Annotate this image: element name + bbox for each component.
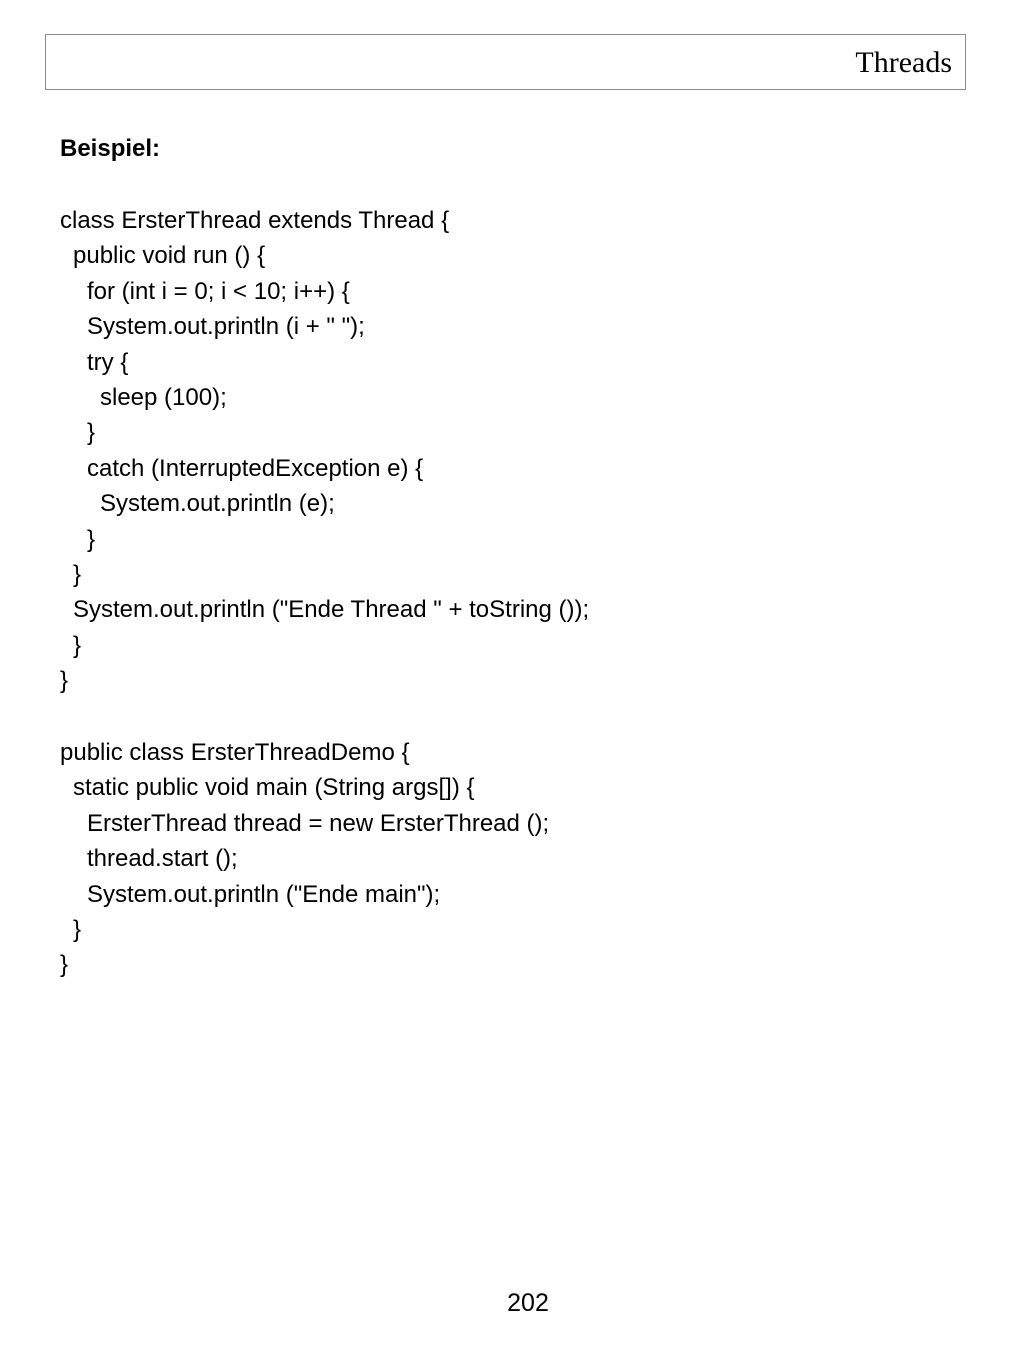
code-line: sleep (100); bbox=[100, 383, 227, 411]
code-line: for (int i = 0; i < 10; i++) { bbox=[87, 277, 350, 305]
page-number: 202 bbox=[507, 1289, 549, 1317]
code-line: System.out.println (i + " "); bbox=[87, 313, 365, 341]
code-line: System.out.println ("Ende main"); bbox=[87, 880, 441, 908]
code-line: static public void main (String args[]) { bbox=[73, 774, 475, 802]
code-line: public class ErsterThreadDemo { bbox=[60, 739, 410, 766]
code-line: } bbox=[87, 525, 96, 553]
code-line: } bbox=[60, 667, 69, 695]
code-line: class ErsterThread extends Thread { bbox=[60, 207, 450, 234]
code-line: System.out.println ("Ende Thread " + toString ()); bbox=[73, 596, 590, 624]
section-heading: Beispiel: bbox=[60, 135, 161, 162]
page-title: Threads bbox=[855, 46, 952, 79]
code-line: thread.start (); bbox=[87, 845, 238, 873]
code-line: } bbox=[73, 915, 82, 943]
code-line: ErsterThread thread = new ErsterThread (); bbox=[87, 809, 550, 837]
code-line: } bbox=[73, 631, 82, 659]
code-line: catch (InterruptedException e) { bbox=[87, 454, 424, 482]
code-line: } bbox=[87, 419, 96, 447]
header-box bbox=[45, 34, 966, 90]
code-line: try { bbox=[87, 348, 129, 376]
code-line: System.out.println (e); bbox=[100, 490, 335, 518]
code-line: public void run () { bbox=[73, 242, 266, 270]
code-line: } bbox=[60, 951, 69, 979]
code-block-ersterthreaddemo bbox=[60, 735, 549, 983]
code-block-ersterthread bbox=[60, 203, 589, 698]
code-line: } bbox=[73, 560, 82, 588]
